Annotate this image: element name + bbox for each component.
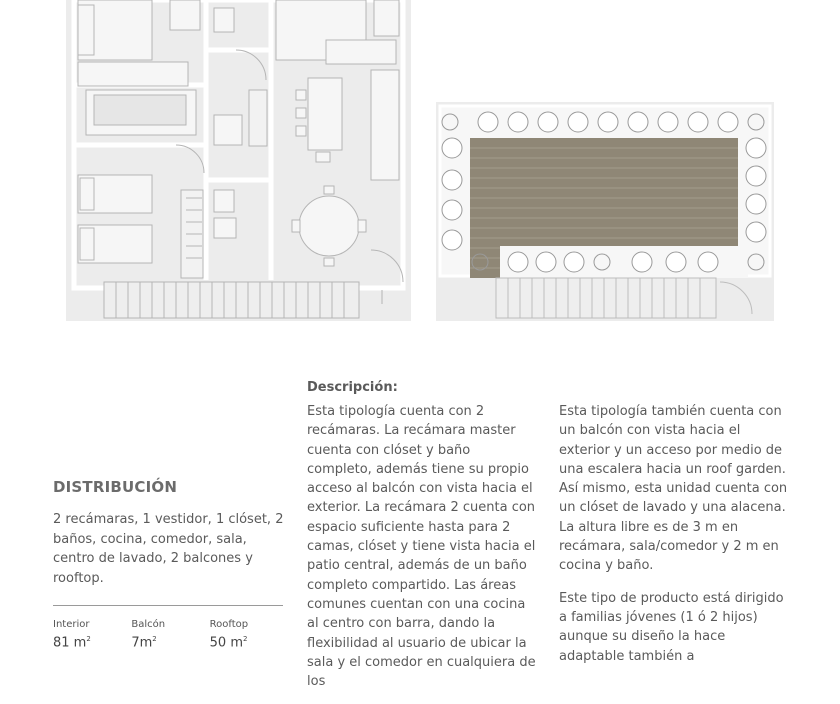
stat-value: 81 $m^2$ xyxy=(53,635,91,651)
description-column-2 xyxy=(559,402,791,679)
stat-label: Rooftop xyxy=(209,619,249,630)
distribution-section xyxy=(53,478,288,650)
description-paragraph: Esta tipología cuenta con 2 recámaras. La recámara master cuenta con clóset y baño completo, además tiene su propio acceso al balcón con vista hacia el exterior. La recámara 2 cuenta con espacio suficiente hasta para 2 camas, clóset y tiene vista hacia el patio central, además de un baño completo compartido. Las áreas comunes cuentan con una cocina al centro con barra, dando la flexibilidad al usuario de ubicar la sala y el comedor en cualquiera de los xyxy=(307,404,536,690)
floor-plan xyxy=(66,0,411,321)
distribution-title: DISTRIBUCIÓN xyxy=(53,478,178,496)
stat-label: Balcón xyxy=(131,619,166,630)
description-heading: Descripción: xyxy=(307,380,398,395)
description-column-1 xyxy=(307,402,539,704)
description-paragraph: Este tipo de producto está dirigido a familias jóvenes (1 ó 2 hijos) aunque su diseño la hace adaptable también a xyxy=(559,590,784,664)
floor-plan-drawing xyxy=(66,0,411,321)
distribution-text: 2 recámaras, 1 vestidor, 1 clóset, 2 baños, cocina, comedor, sala, centro de lavado, 2 balcones y rooftop. xyxy=(53,512,284,586)
stat-value: $7m^2$ xyxy=(131,635,157,651)
rooftop-plan xyxy=(436,102,774,321)
stat-label: Interior xyxy=(53,619,90,630)
stat-rooftop xyxy=(210,619,288,650)
area-stats xyxy=(53,619,288,650)
stat-interior xyxy=(53,619,131,650)
stat-balcon xyxy=(131,619,209,650)
divider xyxy=(53,605,283,606)
rooftop-plan-drawing xyxy=(436,102,774,321)
stat-value: 50 $m^2$ xyxy=(209,635,248,651)
description-paragraph: Esta tipología también cuenta con un balcón con vista hacia el exterior y un acceso por medio de una escalera hacia un roof garden. Así mismo, esta unidad cuenta con un clóset de lavado y una alacena. La altura libre es de 3 m en recámara, sala/comedor y 2 m en cocina y baño. xyxy=(559,404,788,574)
